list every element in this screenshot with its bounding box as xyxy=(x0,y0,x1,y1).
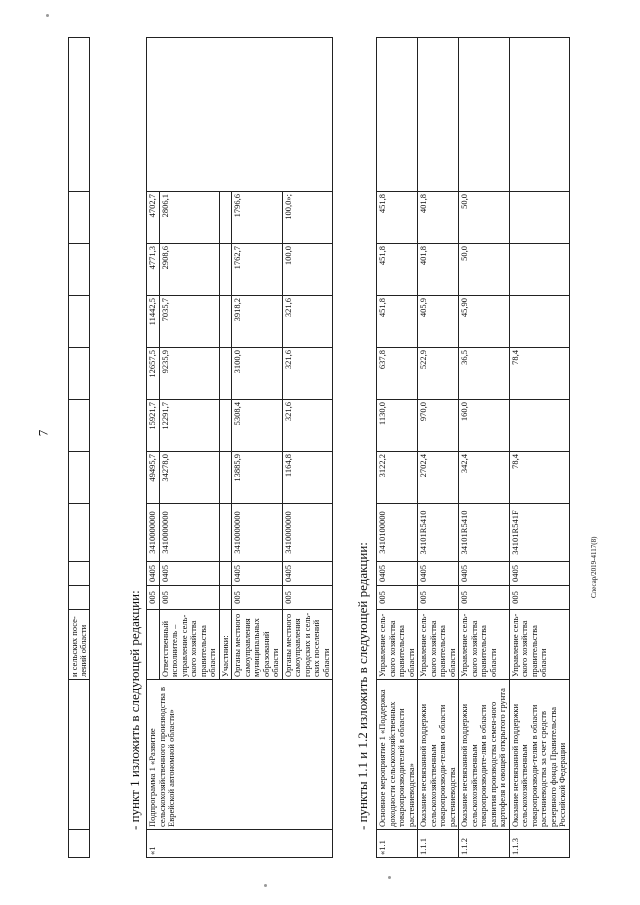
continuation-table xyxy=(68,37,90,858)
footer-code: Слесар/2019-4117(8) xyxy=(590,536,598,598)
continuation-cell: и сельских посе- лений области xyxy=(69,610,90,680)
executor-municipal: Органы местного самоуправления муниципальных образований области xyxy=(232,610,283,680)
participants-label: Участники: xyxy=(219,610,232,680)
table-row: 1.1.1 Оказание несвязанной поддержки сельскохозяйственным товаропроизводи-телям в области растениеводства Управление сель-ского хозяйства правительства области 005 0405 34101R5410 2702,4 970,0 522,9 405,9 401,8 401,8 xyxy=(418,38,459,858)
scan-speck xyxy=(46,14,49,17)
table-row: Органы местного самоуправления муниципальных образований области 005 0405 3410000000 13885,9 5308,4 3100,0 3918,2 1762,7 1796,6 xyxy=(232,38,283,858)
table-row: «1.1 Основное мероприятие 1 «Поддержка доходности сельскохозяйственных товаропроизводителей в области растениеводства» Управление сель-ского хозяйства правительства области 005 0405 3410100000 3122,2 1130,0 637,8 451,8 451,8 451,8 xyxy=(377,38,418,858)
scan-speck xyxy=(264,884,267,887)
subprogram-name: Подпрограмма 1 «Развитие сельскохозяйственного производства в Еврейской автономной области» xyxy=(147,680,333,830)
table-row: 1.1.2 Оказание несвязанной поддержки сельскохозяйственным товаропроизводите-лям в области развития производства семен-ного картофеля и овощей открытого грунта Управление сель-ского хозяйства правительства области 005 0405 34101R5410 342,4 160,0 36,5 45,90 50,0 50,0 xyxy=(459,38,510,858)
scan-speck xyxy=(388,876,391,879)
executor-responsible: Ответственный исполнитель – управление сель-ского хозяйства правительства области xyxy=(159,610,219,680)
table-row: 1.1.3 Оказание несвязанной поддержки сельскохозяйственным товаропроизводи-телям в области растениеводства за счет средств резервного фонда Правительства Российской Федерации Управление сель-ского хозяйства правительства области 005 0405 34101R541F 78,4 78,4 xyxy=(509,38,569,858)
table-row: «1 Подпрограмма 1 «Развитие сельскохозяйственного производства в Еврейской автономной области» 005 0405 3410000000 49495,7 15921,7 12657,5 11442,5 4771,3 4702,7 xyxy=(147,38,160,858)
executor-settlements: Органы местного самоуправления городских и сель-ских поселений области xyxy=(282,610,333,680)
section2-heading: - пункты 1.1 и 1.2 изложить в следующей редакции: xyxy=(355,542,370,830)
row-number: «1 xyxy=(147,830,333,858)
table-row: Органы местного самоуправления городских и сель-ских поселений области 005 0405 3410000000 1164,8 321,6 321,6 321,6 100,0 100,0»; xyxy=(282,38,333,858)
section2-table xyxy=(376,37,570,858)
rotated-page-content xyxy=(12,38,612,858)
page-number: 7 xyxy=(35,429,51,437)
table-row: Ответственный исполнитель – управление сель-ского хозяйства правительства области 005 0405 3410000000 34278,0 12291,7 9235,9 7035,7 2908,6 2806,1 xyxy=(159,38,219,858)
section1-heading: - пункт 1 изложить в следующей редакции: xyxy=(127,590,142,830)
section1-table xyxy=(146,37,333,858)
